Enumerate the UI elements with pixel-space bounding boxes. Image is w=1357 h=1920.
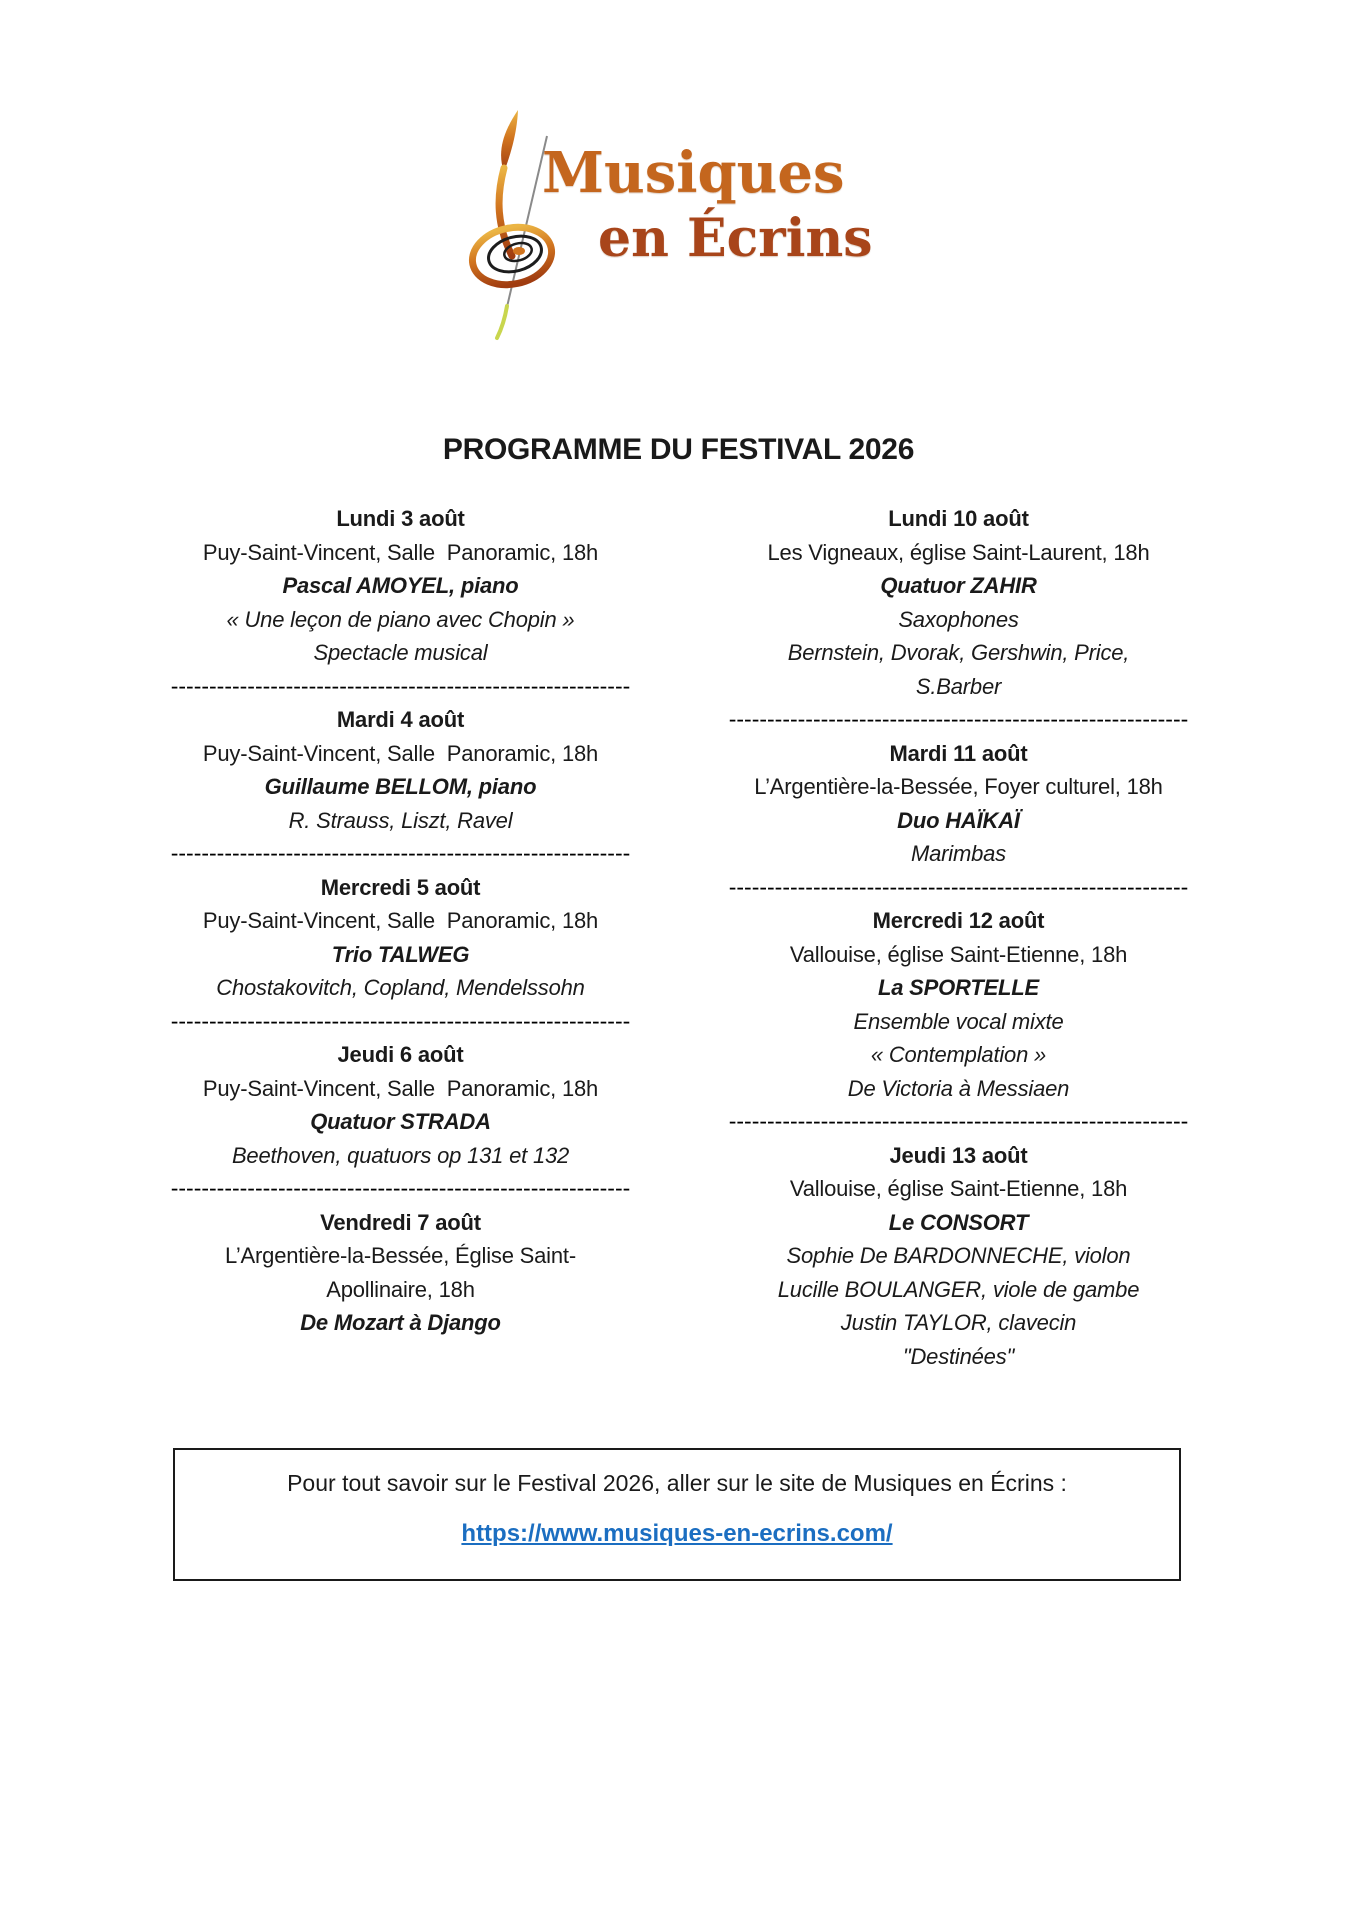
event-day: Mardi 11 août [889,740,1028,766]
logo-text-line2: en Écrins [598,208,873,269]
event [168,1038,633,1172]
event-program: Beethoven, quatuors op 131 et 132 [231,1142,570,1168]
right-column [726,502,1191,1373]
event [726,737,1191,871]
column-divider: ------------------------------------------------------------ [170,840,631,866]
column-divider: ------------------------------------------------------------ [170,1175,631,1201]
event [726,1139,1191,1374]
event-program: R. Strauss, Liszt, Ravel [288,807,513,833]
event-artist: Trio TALWEG [331,941,470,967]
event-venue: Puy-Saint-Vincent, Salle Panoramic, 18h [202,740,599,766]
event-artist: Le CONSORT [888,1209,1029,1235]
event-day: Lundi 10 août [888,506,1029,531]
event-venue: Vallouise, église Saint-Etienne, 18h [789,1176,1128,1201]
event-program: Sophie De BARDONNECHE, violon [786,1243,1131,1268]
logo [440,98,873,348]
event [726,904,1191,1105]
event-venue: Puy-Saint-Vincent, Salle Panoramic, 18h [202,539,599,565]
event-venue: L’Argentière-la-Bessée, Foyer culturel, 18h [754,774,1163,799]
event-venue: Vallouise, église Saint-Etienne, 18h [789,941,1128,967]
column-divider: ------------------------------------------------------------ [728,706,1189,732]
footer-text: Pour tout savoir sur le Festival 2026, aller sur le site de Musiques en Écrins : [287,1470,1067,1496]
event-program: Spectacle musical [313,640,488,665]
column-divider: ------------------------------------------------------------ [170,672,631,699]
event-day: Jeudi 6 août [337,1042,464,1067]
event-artist: La SPORTELLE [878,975,1039,1000]
event [168,1206,633,1340]
event-day: Vendredi 7 août [320,1209,481,1235]
event-program: Lucille BOULANGER, viole de gambe [777,1276,1140,1302]
event-day: Lundi 3 août [336,506,465,531]
event [168,703,633,837]
event-venue: L’Argentière-la-Bessée, Église Saint- [225,1243,576,1268]
event-program: Ensemble vocal mixte [853,1008,1064,1034]
event-venue: Puy-Saint-Vincent, Salle Panoramic, 18h [202,1075,599,1101]
event [168,871,633,1005]
event-day: Jeudi 13 août [889,1142,1028,1168]
footer-box [173,1448,1181,1581]
event [168,502,633,670]
column-divider: ------------------------------------------------------------ [728,1108,1189,1134]
column-divider: ------------------------------------------------------------ [728,873,1189,900]
footer-link-row [175,1520,1179,1548]
event-venue: Les Vigneaux, église Saint-Laurent, 18h [767,539,1150,565]
event-program: Marimbas [911,841,1006,866]
event-venue: Apollinaire, 18h [326,1276,475,1302]
event-program: "Destinées" [902,1343,1015,1369]
logo-text-line1: Musiques [542,140,845,206]
event-program: De Victoria à Messiaen [847,1075,1070,1101]
event-day: Mercredi 12 août [872,908,1045,933]
event-program: Saxophones [898,606,1019,632]
event-program: « Contemplation » [870,1042,1047,1067]
page-title: PROGRAMME DU FESTIVAL 2026 [442,433,915,466]
event-program: Justin TAYLOR, clavecin [840,1310,1077,1335]
event [726,502,1191,703]
event-artist: Duo HAÏKAÏ [897,807,1020,833]
event-program: Bernstein, Dvorak, Gershwin, Price, [787,640,1130,665]
event-program: « Une leçon de piano avec Chopin » [226,606,575,632]
event-artist: Quatuor STRADA [310,1109,491,1134]
column-divider: ------------------------------------------------------------ [170,1007,631,1034]
event-artist: Quatuor ZAHIR [880,573,1037,598]
event-day: Mardi 4 août [336,707,465,732]
festival-website-link[interactable]: https://www.musiques-en-ecrins.com/ [461,1520,893,1547]
event-program: S.Barber [915,673,1002,699]
event-artist: De Mozart à Django [300,1310,501,1335]
left-column [168,502,633,1340]
event-venue: Puy-Saint-Vincent, Salle Panoramic, 18h [202,908,599,933]
event-program: Chostakovitch, Copland, Mendelssohn [216,975,585,1000]
event-day: Mercredi 5 août [320,874,481,900]
event-artist: Pascal AMOYEL, piano [282,573,519,598]
event-artist: Guillaume BELLOM, piano [264,774,537,799]
